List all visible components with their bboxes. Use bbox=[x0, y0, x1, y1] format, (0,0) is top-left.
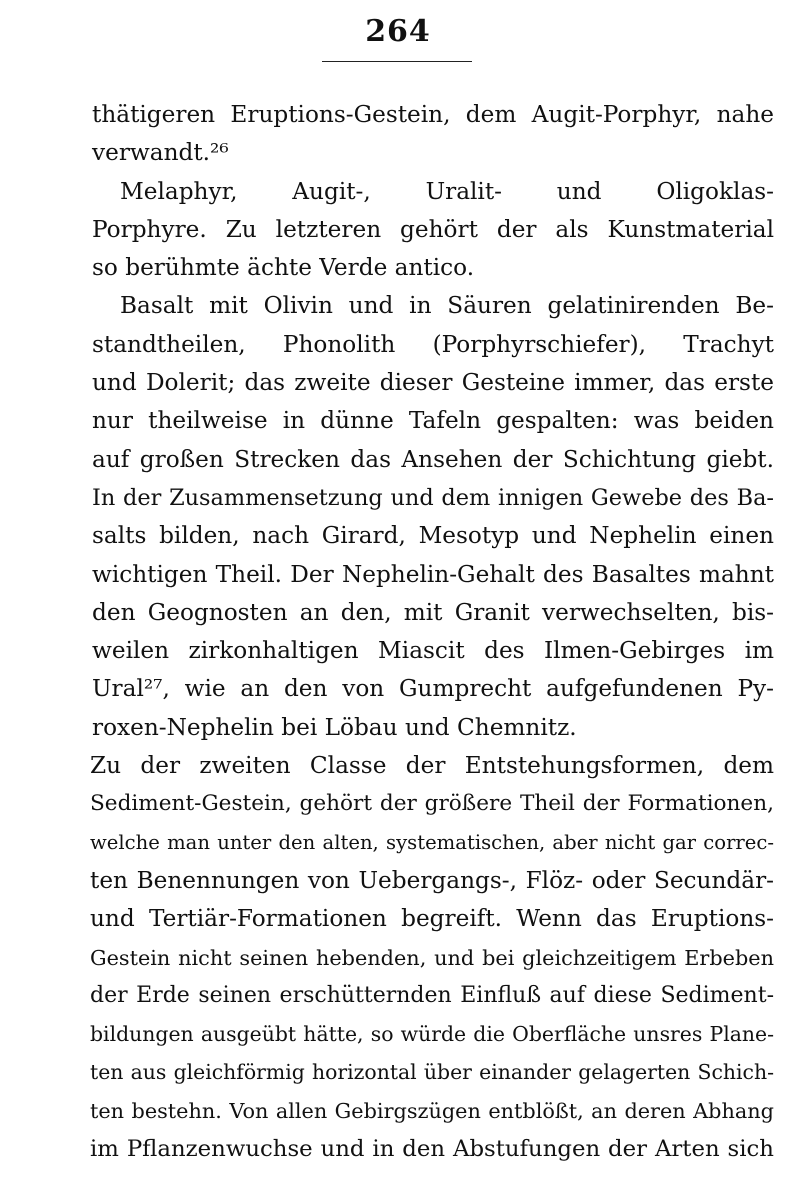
text-line: bildungen ausgeübt hätte, so würde die Oberfläche unsres Plane- bbox=[90, 1022, 774, 1047]
page-number: 264 bbox=[365, 14, 431, 49]
text-line: im Pflanzenwuchse und in den Abstufungen der Arten sich bbox=[90, 1136, 774, 1163]
text-line: Gestein nicht seinen hebenden, und bei gleichzeitigem Erbeben bbox=[90, 945, 774, 970]
text-line: standtheilen, Phonolith (Porphyrschiefer), Trachyt bbox=[92, 330, 774, 358]
text-line: thätigeren Eruptions-Gestein, dem Augit-Porphyr, nahe bbox=[92, 101, 774, 128]
text-line: Sediment-Gestein, gehört der größere Theil der Formationen, bbox=[90, 791, 774, 817]
text-line: ten aus gleichförmig horizontal über einander gelagerten Schich- bbox=[90, 1060, 774, 1085]
text-line: roxen-Nephelin bei Löbau und Chemnitz. bbox=[92, 713, 577, 741]
text-line: verwandt.²⁶ bbox=[92, 139, 229, 167]
text-line: so berühmte ächte Verde antico. bbox=[92, 254, 475, 282]
text-line: welche man unter den alten, systematischen, aber nicht gar correc- bbox=[90, 830, 774, 854]
text-line: den Geognosten an den, mit Granit verwechselten, bis- bbox=[92, 598, 774, 626]
text-line: ten Benennungen von Uebergangs-, Flöz- oder Secundär- bbox=[90, 866, 774, 894]
text-line: nur theilweise in dünne Tafeln gespalten: was beiden bbox=[92, 407, 774, 435]
text-line: weilen zirkonhaltigen Miascit des Ilmen-Gebirges im bbox=[92, 637, 774, 665]
text-line: Basalt mit Olivin und in Säuren gelatinirenden Be- bbox=[120, 292, 774, 320]
text-line: auf großen Strecken das Ansehen der Schichtung giebt. bbox=[92, 445, 774, 473]
text-line: Porphyre. Zu letzteren gehört der als Kunstmaterial bbox=[92, 215, 774, 243]
text-line: In der Zusammensetzung und dem innigen Gewebe des Ba- bbox=[92, 484, 774, 511]
text-line: Melaphyr, Augit-, Uralit- und Oligoklas- bbox=[120, 177, 774, 205]
text-line: ten bestehn. Von allen Gebirgszügen entblößt, an deren Abhang bbox=[90, 1098, 774, 1123]
text-line: Ural²⁷, wie an den von Gumprecht aufgefundenen Py- bbox=[92, 675, 774, 703]
text-line: salts bilden, nach Girard, Mesotyp und Nephelin einen bbox=[92, 522, 774, 550]
text-line: und Dolerit; das zweite dieser Gesteine immer, das erste bbox=[92, 369, 774, 397]
body-text bbox=[92, 96, 774, 1168]
text-line: der Erde seinen erschütternden Einfluß auf diese Sediment- bbox=[90, 982, 774, 1008]
header-rule bbox=[322, 61, 472, 62]
text-line: und Tertiär-Formationen begreift. Wenn das Eruptions- bbox=[90, 905, 774, 933]
text-line: wichtigen Theil. Der Nephelin-Gehalt des Basaltes mahnt bbox=[92, 560, 774, 588]
text-line: Zu der zweiten Classe der Entstehungsformen, dem bbox=[90, 752, 774, 780]
